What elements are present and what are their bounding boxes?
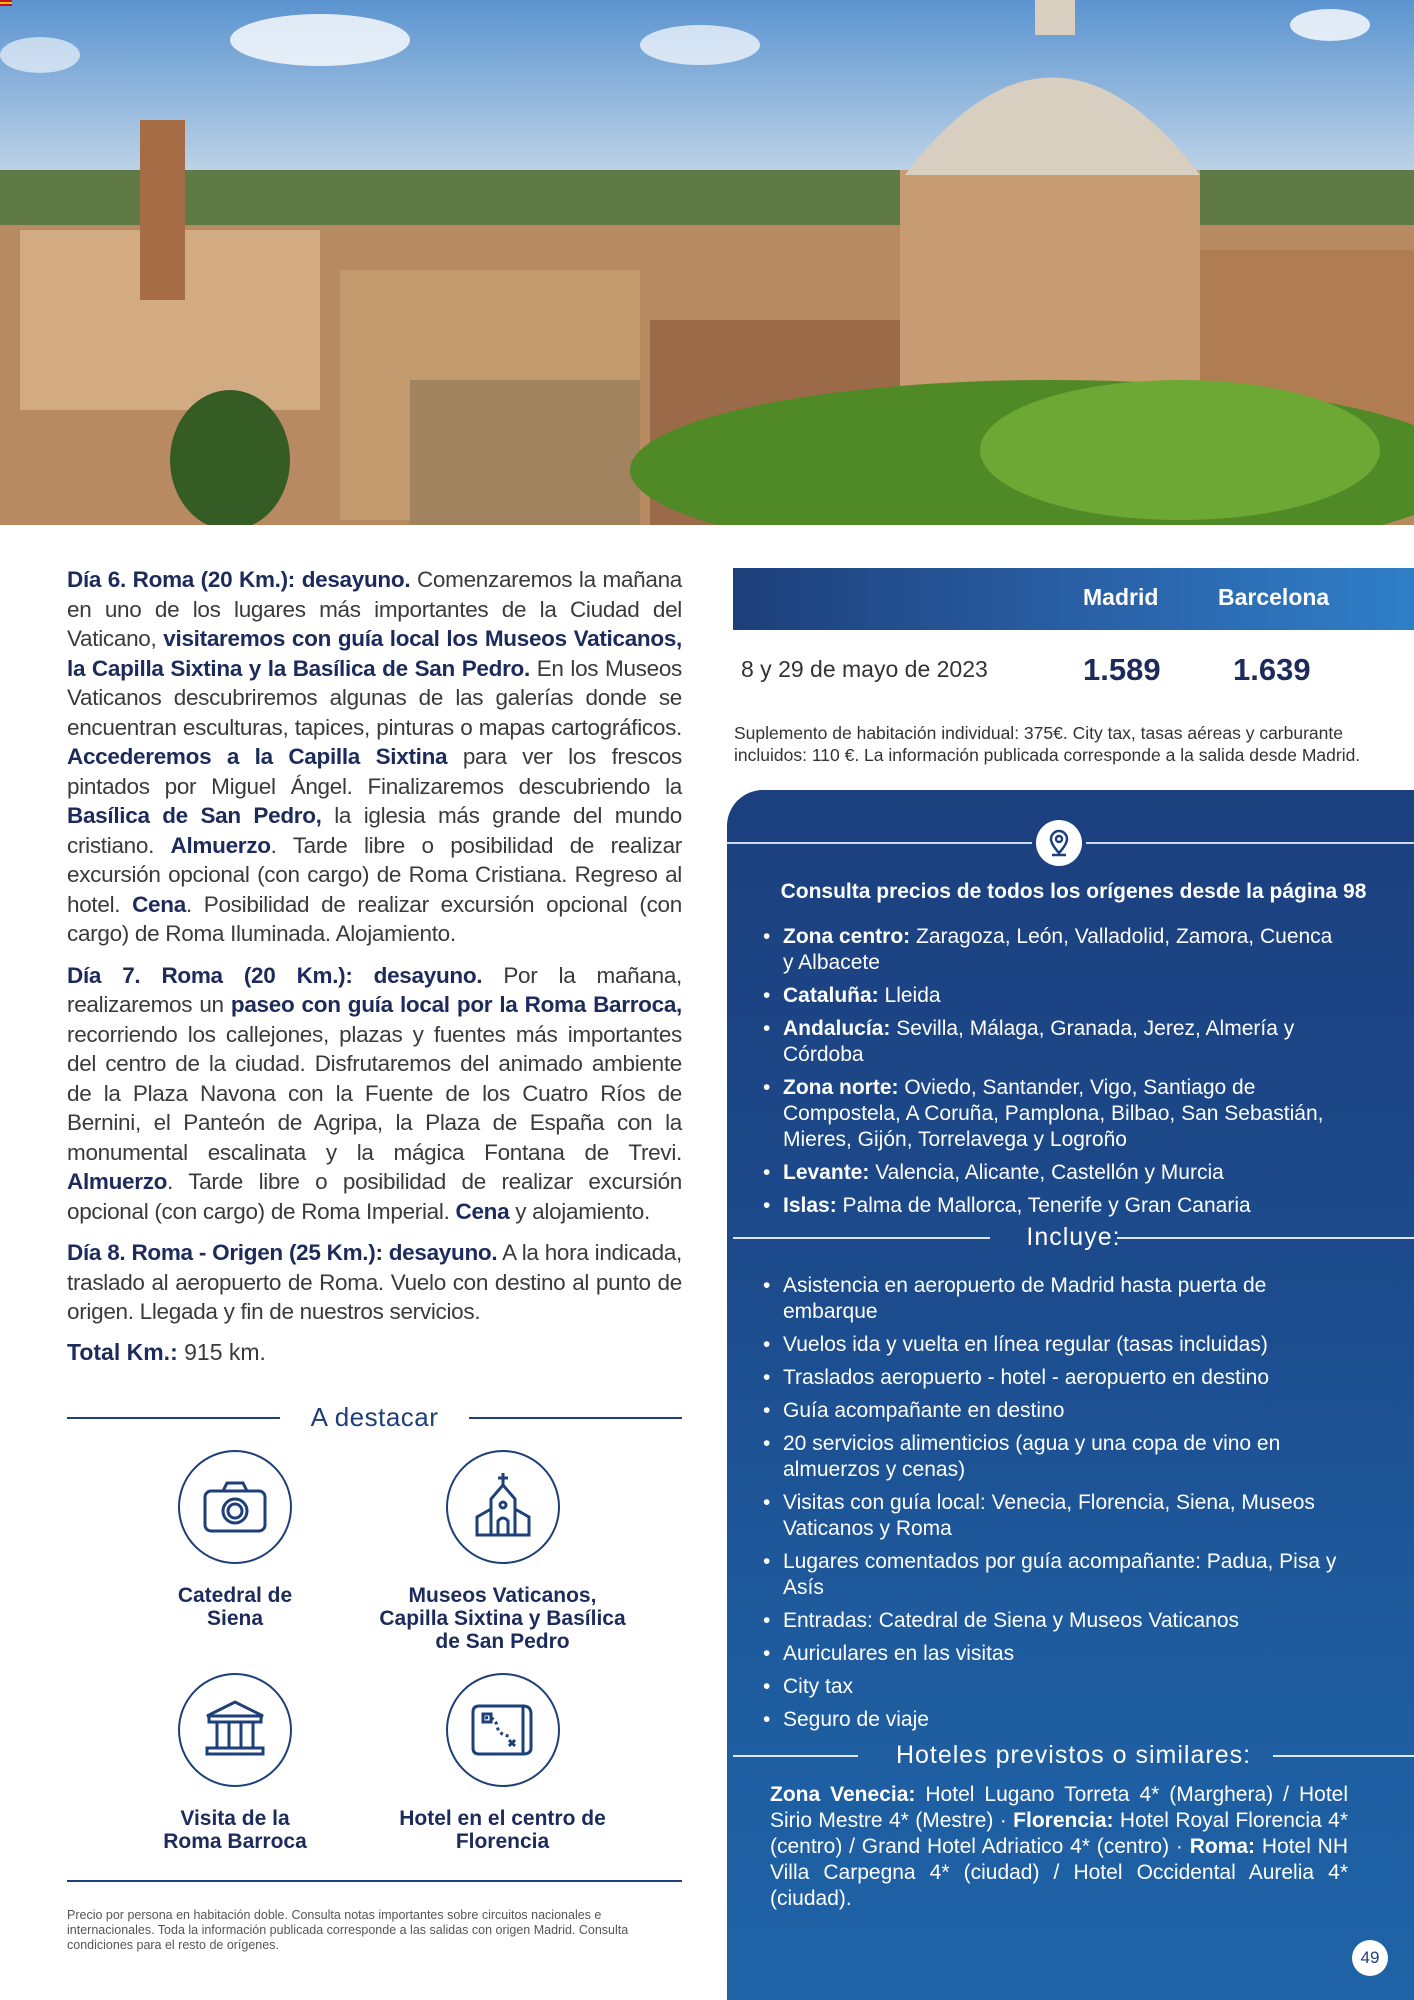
page-number: 49 [1352,1940,1388,1976]
list-item: • Lugares comentados por guía acompañante: Padua, Pisa y Asís [763,1549,1348,1601]
highlight-hotel-florencia [375,1673,630,1853]
highlight-museos-vaticanos [375,1450,630,1653]
day6-bold-5: Cena [132,891,186,917]
day6-text-5: . Tarde libre o posibilidad de realizar excursión opcional (con cargo) de Roma Cristiana. Regreso al hotel. [67,832,683,917]
origin-zone: Zona centro: [783,925,911,948]
day6-title: Día 6. Roma (20 Km.): desayuno. [67,567,411,592]
hotel-names: Hotel Royal Florencia 4* (centro) / Grand Hotel Adriatico 4* (centro) · [770,1809,1349,1858]
hotel-zone: Zona Venecia: [770,1783,916,1806]
rome-cityscape-illustration [0,0,1414,525]
highlight-catedral-siena [155,1450,315,1630]
hoteles-text [770,1782,1348,1912]
day6-paragraph [67,565,682,949]
list-item [763,1075,1348,1153]
hero-photo-rome [0,0,1414,525]
hotel-names: Hotel NH Villa Carpegna 4* (ciudad) / Hotel Occidental Aurelia 4* (ciudad). [770,1835,1348,1910]
price-col-barcelona: Barcelona [1218,584,1330,610]
map-icon [446,1673,560,1787]
list-item [763,983,1348,1009]
hotel-zone: Roma: [1189,1835,1256,1858]
list-item: • 20 servicios alimenticios (agua y una copa de vino en almuerzos y cenas) [763,1431,1348,1483]
origin-cities: Sevilla, Málaga, Granada, Jerez, Almería y Córdoba [783,1017,1295,1066]
total-km-value: 915 km. [177,1338,266,1365]
origin-zone: Islas: [783,1194,837,1217]
list-item [763,1193,1348,1219]
list-item: • Traslados aeropuerto - hotel - aeropuerto en destino [763,1365,1348,1391]
origin-zone: Cataluña: [783,984,879,1007]
price-row [733,630,1414,710]
list-item: • Seguro de viaje [763,1707,1348,1733]
incluye-list [763,1273,1348,1740]
day7-bold-3: Cena [455,1198,510,1224]
price-barcelona: 1.639 [1233,652,1311,687]
list-item: • Auriculares en las visitas [763,1641,1348,1667]
day6-bold-4: Almuerzo [170,832,271,858]
day7-text-4: y alojamiento. [509,1198,650,1224]
day6-text-3: para ver los frescos pintados por Miguel Ángel. Finalizaremos descubriendo la [67,744,682,799]
day6-bold-2: Accederemos a la Capilla Sixtina [67,744,448,769]
camera-icon [178,1450,292,1564]
list-item: • Guía acompañante en destino [763,1398,1348,1424]
list-item: • Visitas con guía local: Venecia, Florencia, Siena, Museos Vaticanos y Roma [763,1490,1348,1542]
day8-text-1: A la hora indicada, traslado al aeropuerto de Roma. Vuelo con destino al punto de origen. Llegada y fin de nuestros servicios. [67,1240,683,1324]
supplement-note: Suplemento de habitación individual: 375€. City tax, tasas aéreas y carburante incluidos: 110 €. La información publicada corresponde a la salida desde Madrid. [734,723,1361,765]
divider-line [67,1880,682,1882]
day6-bold-3: Basílica de San Pedro, [67,803,322,828]
day6-text-1: Comenzaremos la mañana en uno de los lugares más importantes de la Ciudad del Vaticano, [67,567,683,651]
origins-list [763,924,1348,1226]
highlight-label: Museos Vaticanos, Capilla Sixtina y Basílica de San Pedro [379,1584,626,1653]
price-col-madrid: Madrid [1083,584,1159,610]
divider-line [727,842,1032,844]
departure-date: 8 y 29 de mayo de 2023 [741,656,988,682]
list-item [763,1016,1348,1068]
day6-bold-1: visitaremos con guía local los Museos Vaticanos, la Capilla Sixtina y la Basílica de San Pedro. [67,626,682,681]
list-item [763,924,1348,976]
list-item: • Vuelos ida y vuelta en línea regular (tasas incluidas) [763,1332,1348,1358]
highlight-label: Hotel en el centro de Florencia [399,1807,606,1853]
origin-cities: Valencia, Alicante, Castellón y Murcia [869,1161,1224,1184]
highlight-label: Catedral de Siena [177,1584,293,1630]
day7-text-1: Por la mañana, realizaremos un [67,962,682,1017]
destacar-header [67,1402,682,1438]
hoteles-title: Hoteles previstos o similares: [895,1741,1252,1769]
list-item: • Asistencia en aeropuerto de Madrid hasta puerta de embarque [763,1273,1348,1325]
day7-title: Día 7. Roma (20 Km.): desayuno. [67,962,483,988]
footnote: Precio por persona en habitación doble. Consulta notas importantes sobre circuitos nacionales e internacionales. Toda la información publicada corresponde a las salidas con origen Madrid. Consulta condiciones para el resto de orígenes. [67,1908,629,1952]
day7-bold-2: Almuerzo [67,1169,168,1194]
list-item: • City tax [763,1674,1348,1700]
hotel-zone: Florencia: [1013,1809,1114,1832]
total-km-label: Total Km.: [67,1338,178,1365]
price-table-header [733,568,1414,630]
origin-cities: Oviedo, Santander, Vigo, Santiago de Compostela, A Coruña, Pamplona, Bilbao, San Sebastián, Mieres, Gijón, Torrelavega y Logroño [783,1076,1324,1151]
origin-cities: Zaragoza, León, Valladolid, Zamora, Cuenca y Albacete [783,925,1333,974]
price-madrid: 1.589 [1083,652,1161,687]
hoteles-header [733,1741,1414,1771]
list-item: • Entradas: Catedral de Siena y Museos Vaticanos [763,1608,1348,1634]
day8-title: Día 8. Roma - Origen (25 Km.): desayuno. [67,1240,498,1265]
day6-text-4: la iglesia más grande del mundo cristiano. [67,803,682,858]
divider-line [1086,842,1414,844]
origin-zone: Zona norte: [783,1076,899,1099]
church-icon [446,1450,560,1564]
list-item [763,1160,1348,1186]
location-pin-icon [1036,820,1082,866]
museum-icon [178,1673,292,1787]
highlight-label: Visita de la Roma Barroca [163,1807,307,1853]
hotel-names: Hotel Lugano Torreta 4* (Marghera) / Hotel Sirio Mestre 4* (Mestre) · [770,1783,1349,1832]
spain-flag-icon [0,0,12,6]
origin-zone: Levante: [783,1161,870,1184]
incluye-header [733,1223,1414,1253]
itinerary-column [67,565,682,1366]
day6-text-2: En los Museos Vaticanos descubriremos algunas de las galerías donde se encuentran esculturas, tapices, pinturas o mapas cartográficos. [67,655,682,740]
origin-zone: Andalucía: [783,1017,891,1040]
day6-text-6: . Posibilidad de realizar excursión opcional (con cargo) de Roma Iluminada. Alojamiento. [67,891,682,946]
origins-consulta-title: Consulta precios de todos los orígenes desde la página 98 [780,880,1367,903]
origin-cities: Lleida [878,984,941,1007]
day7-text-3: . Tarde libre o posibilidad de realizar excursión opcional (con cargo) de Roma Imperial. [67,1169,682,1224]
incluye-title: Incluye: [1026,1223,1121,1251]
day7-bold-1: paseo con guía local por la Roma Barroca, [230,992,682,1017]
total-km [67,1339,682,1366]
destacar-title: A destacar [310,1402,439,1432]
day7-text-2: recorriendo los callejones, plazas y fuentes más importantes del centro de la ciudad. Disfrutaremos del animado ambiente de la Plaza Navona con la Fuente de los Cuatro Ríos de Bernini, el Panteón de Agripa, la Plaza de España con la monumental escalinata y la mágica Fontana de Trevi. [67,1021,682,1165]
day8-paragraph [67,1238,682,1327]
highlight-roma-barroca [155,1673,315,1853]
origin-cities: Palma de Mallorca, Tenerife y Gran Canaria [836,1194,1251,1217]
day7-paragraph [67,961,682,1227]
